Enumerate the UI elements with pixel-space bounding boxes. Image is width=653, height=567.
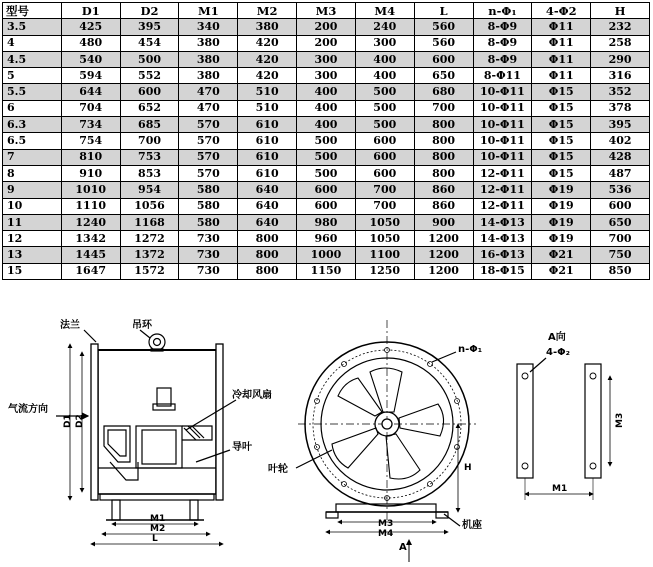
table-cell: 1010 [61,182,120,198]
table-cell: 10-Φ11 [473,117,532,133]
table-cell: 1272 [120,231,179,247]
table-cell: 594 [61,68,120,84]
table-cell: 1200 [414,247,473,263]
table-cell: 570 [179,117,238,133]
table-cell: 900 [414,214,473,230]
table-row [3,165,650,181]
table-cell: 8-Φ11 [473,68,532,84]
table-cell: 15 [3,263,62,279]
table-cell: 536 [591,182,650,198]
table-cell: 910 [61,165,120,181]
table-cell: 600 [355,149,414,165]
table-cell: 600 [297,198,356,214]
table-cell: 580 [179,198,238,214]
table-body [3,19,650,280]
table-cell: 12-Φ11 [473,165,532,181]
table-cell: 860 [414,198,473,214]
table-cell: 510 [238,100,297,116]
table-cell: 1000 [297,247,356,263]
table-row [3,231,650,247]
table-cell: 352 [591,84,650,100]
table-row [3,84,650,100]
table-cell: 1342 [61,231,120,247]
table-cell: 700 [355,182,414,198]
table-cell: 420 [238,51,297,67]
table-cell: 650 [414,68,473,84]
table-cell: 980 [297,214,356,230]
table-cell: 500 [120,51,179,67]
table-cell: 8-Φ9 [473,35,532,51]
table-cell: 754 [61,133,120,149]
table-cell: 10-Φ11 [473,149,532,165]
table-cell: 395 [591,117,650,133]
table-row [3,149,650,165]
table-cell: 425 [61,19,120,35]
table-cell: 680 [414,84,473,100]
table-cell: 1200 [414,231,473,247]
table-cell: Φ19 [532,182,591,198]
table-cell: 10-Φ11 [473,133,532,149]
table-cell: 378 [591,100,650,116]
table-cell: 1572 [120,263,179,279]
table-header-row [3,3,650,19]
table-cell: 420 [238,35,297,51]
table-cell: 1168 [120,214,179,230]
table-cell: 753 [120,149,179,165]
base-view-title: A向 [548,332,566,343]
table-cell: 685 [120,117,179,133]
table-cell: 5.5 [3,84,62,100]
table-cell: 240 [355,19,414,35]
table-cell: 200 [297,35,356,51]
table-cell: 6 [3,100,62,116]
table-cell: 640 [238,182,297,198]
table-cell: 300 [355,35,414,51]
table-cell: 500 [355,100,414,116]
dim-d2: D2 [75,414,85,428]
table-cell: 402 [591,133,650,149]
table-cell: 644 [61,84,120,100]
table-row [3,247,650,263]
label-guide-vane: 导叶 [232,442,252,453]
table-cell: 610 [238,165,297,181]
table-cell: 14-Φ13 [473,231,532,247]
table-cell: 8 [3,165,62,181]
table-cell: 640 [238,214,297,230]
table-cell: 610 [238,149,297,165]
dim-h: H [464,463,472,473]
table-cell: 570 [179,149,238,165]
table-cell: 7 [3,149,62,165]
dim-m3-front: M3 [378,519,394,529]
table-cell: 730 [179,247,238,263]
dim-l-side: L [152,534,158,544]
table-cell: Φ21 [532,263,591,279]
table-cell: Φ11 [532,68,591,84]
table-cell: 12 [3,231,62,247]
table-row [3,19,650,35]
table-cell: 8-Φ9 [473,19,532,35]
table-cell: 340 [179,19,238,35]
table-cell: 1250 [355,263,414,279]
table-cell: 16-Φ13 [473,247,532,263]
col-header-m2: M2 [238,3,297,19]
table-cell: 470 [179,84,238,100]
table-cell: 700 [120,133,179,149]
table-cell: 800 [238,231,297,247]
table-cell: Φ15 [532,133,591,149]
table-cell: 610 [238,117,297,133]
table-cell: 258 [591,35,650,51]
table-cell: 600 [591,198,650,214]
dim-m1-side: M1 [150,514,166,524]
fan-drawings [0,300,653,567]
col-header-h: H [591,3,650,19]
table-cell: 800 [238,263,297,279]
table-row [3,182,650,198]
table-cell: 700 [414,100,473,116]
table-cell: 750 [591,247,650,263]
table-cell: Φ15 [532,165,591,181]
table-cell: 10-Φ11 [473,100,532,116]
table-row [3,117,650,133]
dim-m4-front: M4 [378,529,394,539]
table-cell: 300 [297,51,356,67]
table-cell: 600 [414,51,473,67]
table-cell: 420 [238,68,297,84]
table-row [3,68,650,84]
table-cell: 860 [414,182,473,198]
table-row [3,214,650,230]
col-header-d2: D2 [120,3,179,19]
table-cell: 853 [120,165,179,181]
table-cell: 600 [355,133,414,149]
table-cell: 6.3 [3,117,62,133]
table-cell: 570 [179,133,238,149]
label-base: 机座 [462,520,482,531]
label-flange: 法兰 [60,320,80,331]
table-cell: 560 [414,35,473,51]
table-cell: 200 [297,19,356,35]
table-cell: 4 [3,35,62,51]
label-base-holes: 4-Φ₂ [546,347,570,358]
table-cell: Φ15 [532,149,591,165]
label-lifting-ring: 吊环 [132,320,152,331]
table-cell: 480 [61,35,120,51]
table-cell: 380 [179,35,238,51]
table-cell: 18-Φ15 [473,263,532,279]
table-cell: 600 [120,84,179,100]
col-header-model: 型号 [3,3,62,19]
table-cell: 1050 [355,231,414,247]
table-cell: 6.5 [3,133,62,149]
table-cell: 380 [179,51,238,67]
table-cell: 730 [179,263,238,279]
side-view [56,330,236,544]
table-cell: 500 [355,84,414,100]
table-cell: 1445 [61,247,120,263]
table-cell: 650 [591,214,650,230]
table-cell: Φ15 [532,84,591,100]
table-cell: 1240 [61,214,120,230]
table-cell: 3.5 [3,19,62,35]
col-header-m4: M4 [355,3,414,19]
table-cell: 428 [591,149,650,165]
table-cell: 232 [591,19,650,35]
table-cell: 1200 [414,263,473,279]
table-cell: 400 [297,117,356,133]
table-cell: 500 [297,149,356,165]
table-cell: 640 [238,198,297,214]
table-cell: 4.5 [3,51,62,67]
col-header-l: L [414,3,473,19]
lifting-ring-icon [149,334,165,351]
col-header-m1: M1 [179,3,238,19]
table-cell: Φ11 [532,51,591,67]
table-cell: 600 [297,182,356,198]
label-cooling-duct: 冷却风扇 [232,390,272,401]
table-cell: 800 [238,247,297,263]
table-cell: 454 [120,35,179,51]
table-cell: 12-Φ11 [473,182,532,198]
table-row [3,198,650,214]
table-cell: 580 [179,214,238,230]
table-cell: Φ11 [532,19,591,35]
table-cell: 500 [297,165,356,181]
view-a-marker: A [399,542,407,553]
table-cell: Φ15 [532,100,591,116]
label-impeller: 叶轮 [268,464,288,475]
table-cell: 1110 [61,198,120,214]
table-cell: 10-Φ11 [473,84,532,100]
dim-m2-side: M2 [150,524,166,534]
label-airflow: 气流方向 [8,404,48,415]
dim-d1: D1 [63,414,73,428]
table-cell: 1100 [355,247,414,263]
table-cell: 500 [297,133,356,149]
table-cell: Φ19 [532,214,591,230]
table-cell: 610 [238,133,297,149]
table-cell: 570 [179,165,238,181]
table-cell: 14-Φ13 [473,214,532,230]
table-cell: 8-Φ9 [473,51,532,67]
table-cell: 487 [591,165,650,181]
table-cell: 730 [179,231,238,247]
table-cell: 10 [3,198,62,214]
table-cell: 1372 [120,247,179,263]
table-cell: 560 [414,19,473,35]
table-cell: Φ21 [532,247,591,263]
table-cell: 1150 [297,263,356,279]
table-cell: 510 [238,84,297,100]
table-cell: 960 [297,231,356,247]
table-cell: 1050 [355,214,414,230]
table-cell: 400 [355,51,414,67]
table-row [3,263,650,279]
table-cell: 1647 [61,263,120,279]
table-cell: Φ19 [532,198,591,214]
table-cell: 552 [120,68,179,84]
table-row [3,51,650,67]
col-header-m3: M3 [297,3,356,19]
table-cell: 380 [238,19,297,35]
table-cell: 700 [355,198,414,214]
table-cell: 800 [414,149,473,165]
table-cell: 12-Φ11 [473,198,532,214]
dim-m3-base: M3 [615,412,625,428]
table-cell: 300 [297,68,356,84]
table-cell: 11 [3,214,62,230]
table-cell: 13 [3,247,62,263]
table-cell: 580 [179,182,238,198]
table-cell: Φ19 [532,231,591,247]
table-cell: 800 [414,117,473,133]
table-cell: Φ15 [532,117,591,133]
table-row [3,133,650,149]
table-cell: 600 [355,165,414,181]
table-cell: 500 [355,117,414,133]
col-header-4-phi2: 4-Φ2 [532,3,591,19]
table-cell: 540 [61,51,120,67]
table-cell: 470 [179,100,238,116]
table-row [3,35,650,51]
table-cell: 380 [179,68,238,84]
table-cell: 800 [414,133,473,149]
table-cell: Φ11 [532,35,591,51]
table-cell: 1056 [120,198,179,214]
table-cell: 400 [297,100,356,116]
table-cell: 400 [355,68,414,84]
table-cell: 810 [61,149,120,165]
base-view [517,358,610,500]
table-cell: 850 [591,263,650,279]
spec-table [2,2,650,280]
label-flange-holes: n-Φ₁ [458,344,483,355]
table-cell: 290 [591,51,650,67]
table-cell: 954 [120,182,179,198]
table-cell: 9 [3,182,62,198]
table-row [3,100,650,116]
table-cell: 316 [591,68,650,84]
table-cell: 395 [120,19,179,35]
col-header-n-phi1: n-Φ₁ [473,3,532,19]
table-cell: 5 [3,68,62,84]
table-cell: 652 [120,100,179,116]
table-cell: 704 [61,100,120,116]
table-cell: 400 [297,84,356,100]
dim-m1-base: M1 [552,484,568,494]
table-cell: 800 [414,165,473,181]
col-header-d1: D1 [61,3,120,19]
table-cell: 734 [61,117,120,133]
table-cell: 700 [591,231,650,247]
